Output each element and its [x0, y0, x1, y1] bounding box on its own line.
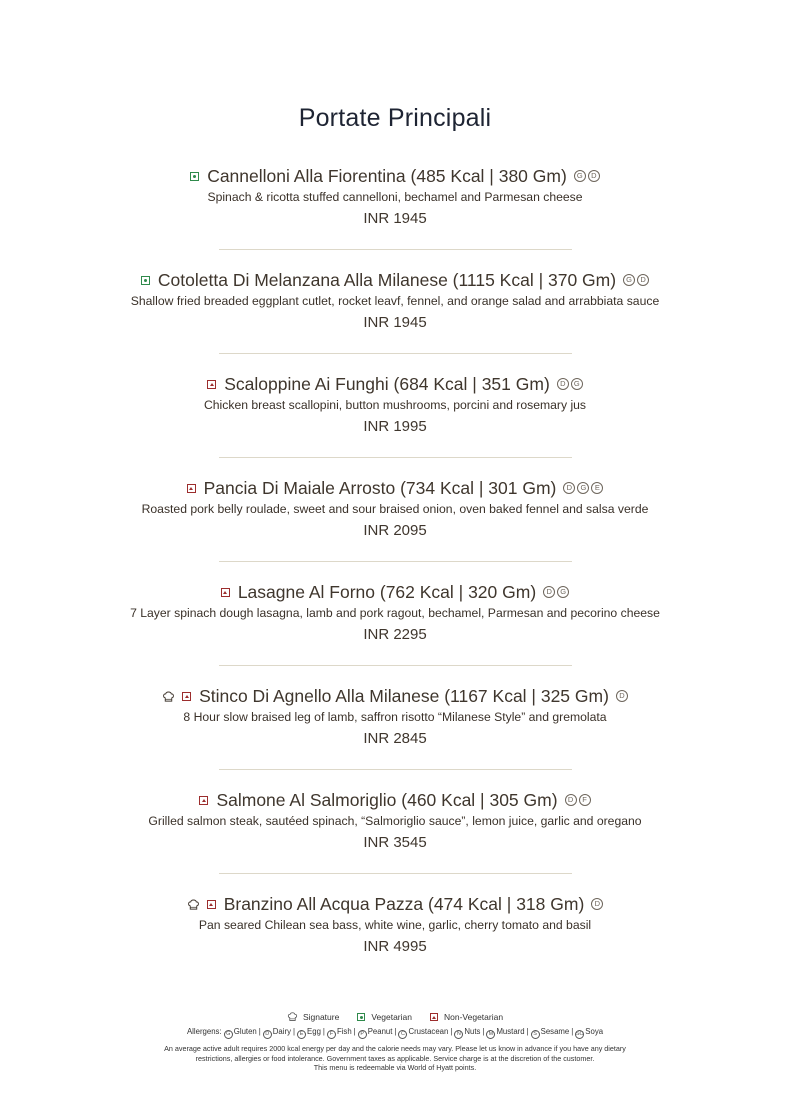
dish-description: Chicken breast scallopini, button mushrooms, porcini and rosemary jus: [203, 398, 587, 412]
menu-list: [0, 164, 790, 996]
allergen-g-icon: G: [571, 378, 583, 390]
separator: |: [353, 1027, 356, 1036]
allergen-e-icon: E: [297, 1030, 306, 1039]
symbol-legend: [0, 1011, 790, 1022]
dish-name: Scaloppine Ai Funghi (684 Kcal | 351 Gm): [224, 374, 550, 394]
allergen-d-icon: D: [543, 586, 555, 598]
allergen-d-icon: D: [616, 690, 628, 702]
legend-signature: [287, 1011, 339, 1022]
dish-price: INR 2295: [363, 626, 427, 643]
allergen-name: Fish: [336, 1027, 352, 1036]
allergen-n-icon: N: [454, 1030, 463, 1039]
allergen-legend-label: Allergens:: [186, 1027, 222, 1036]
allergen-f-icon: F: [579, 794, 591, 806]
separator: |: [526, 1027, 529, 1036]
dish-allergens: [574, 170, 600, 182]
menu-item: [0, 268, 790, 372]
allergen-d-icon: D: [588, 170, 600, 182]
allergen-e-icon: E: [591, 482, 603, 494]
dish-price: INR 2095: [363, 522, 427, 539]
menu-item: [0, 788, 790, 892]
allergen-d-icon: D: [565, 794, 577, 806]
allergen-g-icon: G: [557, 586, 569, 598]
dish-price: INR 2845: [363, 730, 427, 747]
dish-name-line: [0, 164, 790, 188]
allergen-d-icon: D: [591, 898, 603, 910]
chef-hat-icon: [187, 898, 200, 911]
veg-icon: [190, 172, 199, 181]
dish-name-line: [0, 580, 790, 604]
allergen-name: Nuts: [464, 1027, 481, 1036]
dish-allergens: [543, 586, 569, 598]
allergen-m-icon: M: [486, 1030, 495, 1039]
divider: [219, 249, 572, 250]
separator: |: [571, 1027, 574, 1036]
dish-description: Pan seared Chilean sea bass, white wine, garlic, cherry tomato and basil: [198, 918, 592, 932]
dish-name-line: [0, 268, 790, 292]
allergen-c-icon: C: [398, 1030, 407, 1039]
footnote: [0, 1044, 790, 1073]
dish-description: Spinach & ricotta stuffed cannelloni, bechamel and Parmesan cheese: [207, 190, 583, 204]
veg-icon: [141, 276, 150, 285]
dish-allergens: [591, 898, 603, 910]
dish-name: Salmone Al Salmoriglio (460 Kcal | 305 Gm): [216, 790, 558, 810]
allergen-name: Crustacean: [408, 1027, 449, 1036]
divider: [219, 353, 572, 354]
allergen-g-icon: G: [623, 274, 635, 286]
allergen-so-icon: SO: [575, 1030, 584, 1039]
allergen-name: Gluten: [233, 1027, 257, 1036]
menu-item: [0, 164, 790, 268]
non-veg-icon: [199, 796, 208, 805]
dish-price: INR 3545: [363, 834, 427, 851]
dish-name-line: [0, 476, 790, 500]
dish-name-line: [0, 892, 790, 916]
allergen-d-icon: D: [637, 274, 649, 286]
chef-hat-icon: [162, 690, 175, 703]
menu-item: [0, 580, 790, 684]
allergen-g-icon: G: [224, 1030, 233, 1039]
dish-name: Branzino All Acqua Pazza (474 Kcal | 318 Gm): [223, 894, 585, 914]
non-veg-icon: [182, 692, 191, 701]
allergen-f-icon: F: [327, 1030, 336, 1039]
dish-name-line: [0, 788, 790, 812]
dish-description: Grilled salmon steak, sautéed spinach, “Salmoriglio sauce”, lemon juice, garlic and oregano: [148, 814, 642, 828]
veg-icon: [357, 1013, 365, 1021]
separator: |: [450, 1027, 453, 1036]
allergen-name: Sesame: [540, 1027, 570, 1036]
page-title: Portate Principali: [298, 104, 492, 132]
dish-allergens: [623, 274, 649, 286]
non-veg-icon: [221, 588, 230, 597]
divider: [219, 457, 572, 458]
chef-hat-icon: [287, 1011, 298, 1022]
allergen-name: Dairy: [272, 1027, 291, 1036]
legend-vegetarian-label: Vegetarian: [371, 1011, 412, 1022]
menu-item: [0, 892, 790, 996]
dish-price: INR 4995: [363, 938, 427, 955]
dish-name: Lasagne Al Forno (762 Kcal | 320 Gm): [237, 582, 537, 602]
footnote-line-1: An average active adult requires 2000 kcal energy per day and the calorie needs may vary. Please let us know in advance if you have any dietary: [164, 1044, 626, 1053]
dish-price: INR 1945: [363, 314, 427, 331]
footnote-line-2: restrictions, allergies or food intolerance. Government taxes as applicable. Service charge is at the discretion of the customer.: [195, 1053, 595, 1063]
allergen-d-icon: D: [563, 482, 575, 494]
non-veg-icon: [187, 484, 196, 493]
dish-name: Cannelloni Alla Fiorentina (485 Kcal | 380 Gm): [207, 166, 567, 186]
menu-item: [0, 372, 790, 476]
non-veg-icon: [207, 380, 216, 389]
dish-name-line: [0, 684, 790, 708]
dish-name: Cotoletta Di Melanzana Alla Milanese (1115 Kcal | 370 Gm): [157, 270, 617, 290]
allergen-name: Peanut: [367, 1027, 393, 1036]
non-veg-icon: [207, 900, 216, 909]
legend-signature-label: Signature: [302, 1011, 340, 1022]
separator: |: [394, 1027, 397, 1036]
dish-name: Stinco Di Agnello Alla Milanese (1167 Kcal | 325 Gm): [199, 686, 609, 706]
dish-description: Roasted pork belly roulade, sweet and sour braised onion, oven baked fennel and salsa verde: [141, 502, 649, 516]
menu-item: [0, 684, 790, 788]
allergen-g-icon: G: [577, 482, 589, 494]
allergen-name: Egg: [307, 1027, 321, 1036]
separator: |: [482, 1027, 485, 1036]
separator: |: [322, 1027, 325, 1036]
divider: [219, 561, 572, 562]
allergen-name: Soya: [585, 1027, 604, 1036]
allergen-s-icon: S: [531, 1030, 540, 1039]
menu-item: [0, 476, 790, 580]
divider: [219, 665, 572, 666]
dish-description: 7 Layer spinach dough lasagna, lamb and pork ragout, bechamel, Parmesan and pecorino cheese: [130, 606, 660, 620]
divider: [219, 873, 572, 874]
dish-price: INR 1995: [363, 418, 427, 435]
legend-non-vegetarian: [430, 1011, 503, 1022]
dish-price: INR 1945: [363, 210, 427, 227]
dish-name: Pancia Di Maiale Arrosto (734 Kcal | 301 Gm): [203, 478, 557, 498]
separator: |: [258, 1027, 261, 1036]
non-veg-icon: [430, 1013, 438, 1021]
dish-allergens: [616, 690, 628, 702]
legend-non-vegetarian-label: Non-Vegetarian: [443, 1011, 504, 1022]
divider: [219, 769, 572, 770]
allergen-legend: [0, 1027, 790, 1039]
dish-allergens: [565, 794, 591, 806]
separator: |: [293, 1027, 296, 1036]
dish-name-line: [0, 372, 790, 396]
allergen-d-icon: D: [557, 378, 569, 390]
dish-allergens: [557, 378, 583, 390]
allergen-g-icon: G: [574, 170, 586, 182]
dish-description: 8 Hour slow braised leg of lamb, saffron risotto “Milanese Style” and gremolata: [183, 710, 607, 724]
allergen-p-icon: P: [358, 1030, 367, 1039]
dish-allergens: [563, 482, 603, 494]
dish-description: Shallow fried breaded eggplant cutlet, rocket leavf, fennel, and orange salad and arrabbiata sauce: [130, 294, 660, 308]
legend-vegetarian: [357, 1011, 412, 1022]
footnote-line-3: This menu is redeemable via World of Hyatt points.: [313, 1063, 477, 1072]
allergen-d-icon: D: [263, 1030, 272, 1039]
allergen-name: Mustard: [496, 1027, 525, 1036]
